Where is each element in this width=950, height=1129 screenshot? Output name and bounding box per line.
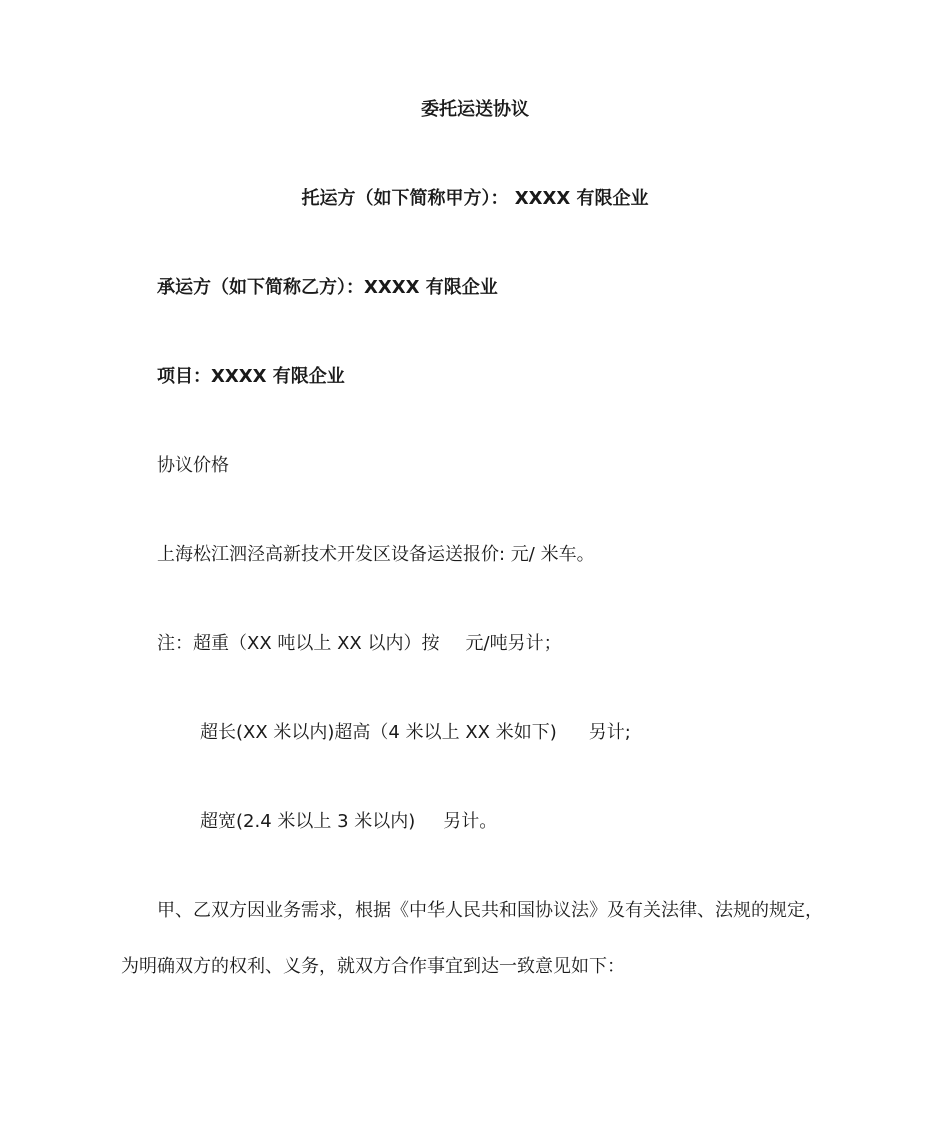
overweight-note	[157, 632, 562, 656]
project-line: 项目：XXXX 有限企业	[157, 366, 345, 387]
overwidth-note-prefix: 超宽(2.4 米以上 3 米以内)	[200, 811, 416, 832]
overlength-note-suffix: 另计;	[588, 722, 631, 743]
price-line: 上海松江泗泾高新技术开发区设备运送报价: 元/ 米车。	[157, 544, 595, 565]
overlength-note	[200, 721, 631, 745]
price-heading: 协议价格	[157, 455, 229, 476]
shipper-line: 托运方（如下简称甲方）： XXXX 有限企业	[301, 188, 649, 209]
carrier-line: 承运方（如下简称乙方）：XXXX 有限企业	[157, 277, 498, 298]
overweight-note-suffix: 元/吨另计；	[465, 633, 562, 654]
overweight-note-prefix: 注：超重（XX 吨以上 XX 以内）按	[157, 633, 440, 654]
overwidth-note-suffix: 另计。	[443, 811, 498, 832]
overlength-note-prefix: 超长(XX 米以内)超高（4 米以上 XX 米如下)	[200, 722, 557, 743]
body-paragraph-line-2: 为明确双方的权利、义务，就双方合作事宜到达一致意见如下：	[121, 956, 625, 977]
document-title: 委托运送协议	[421, 99, 529, 120]
body-paragraph-line-1: 甲、乙双方因业务需求，根据《中华人民共和国协议法》及有关法律、法规的规定，	[157, 900, 823, 921]
overwidth-note	[200, 810, 497, 834]
